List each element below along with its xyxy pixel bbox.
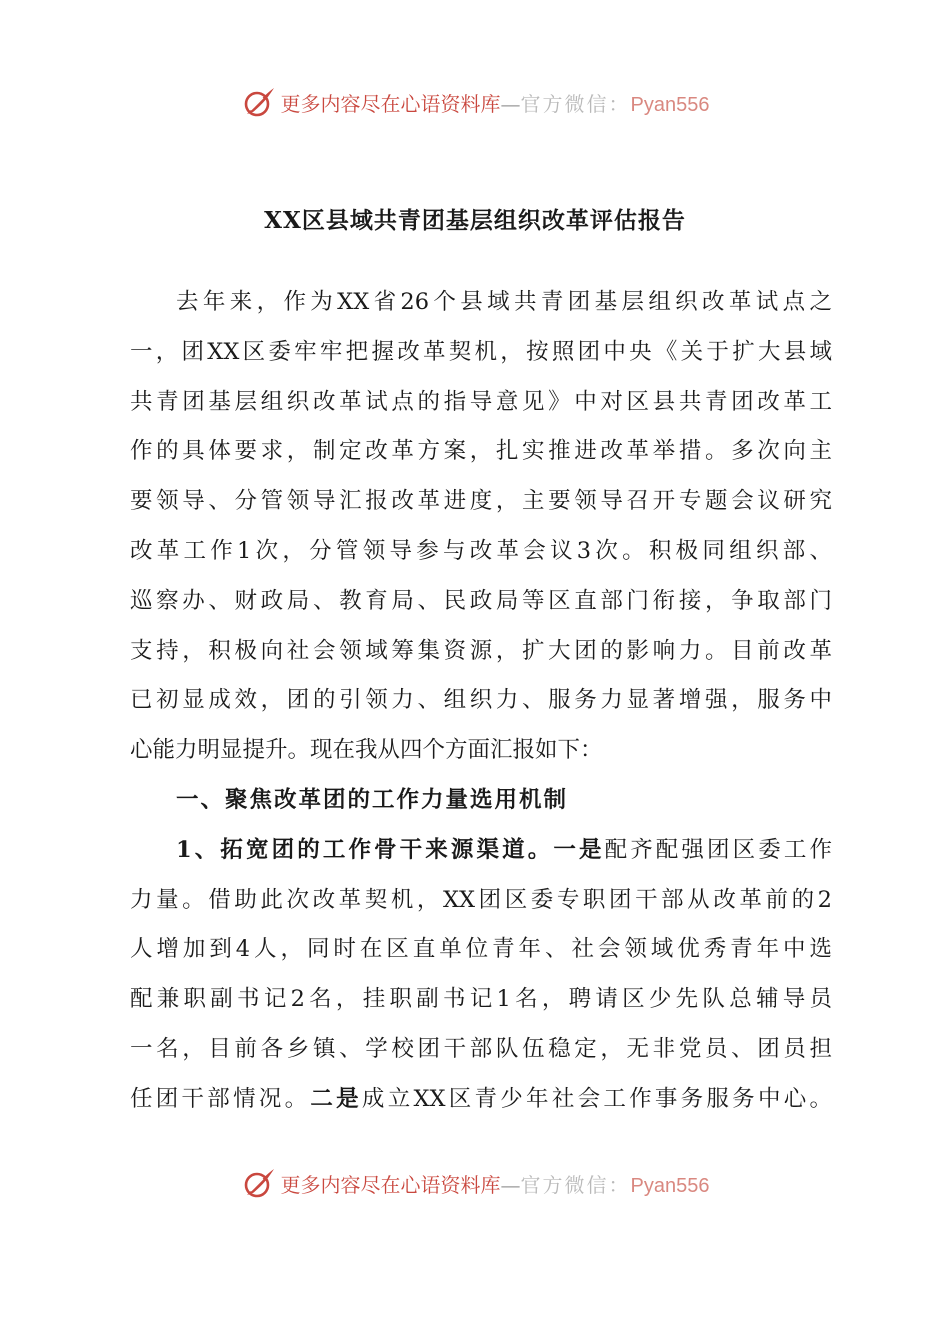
header-banner (0, 82, 950, 122)
document-title: XX区县域共青团基层组织改革评估报告 (264, 207, 686, 234)
text-line: 改革工作1次，分管领导参与改革会议3次。积极同组织部、 (130, 537, 832, 564)
text-line: 支持，积极向社会领域筹集资源，扩大团的影响力。目前改革 (130, 637, 832, 664)
intro-paragraph (130, 278, 832, 776)
quill-logo-icon (241, 84, 277, 120)
text-line: 一，团XX区委牢牢把握改革契机，按照团中央《关于扩大县域 (130, 338, 832, 365)
text-line: 巡察办、财政局、教育局、民政局等区直部门衔接，争取部门 (130, 587, 832, 614)
banner-text: 更多内容尽在心语资料库—官方微信：Pyan556 (280, 91, 710, 116)
text-line: 要领导、分管领导汇报改革进度，主要领导召开专题会议研究 (130, 488, 832, 515)
text-line: 力量。借助此次改革契机，XX团区委专职团干部从改革前的2 (130, 886, 832, 913)
point-marker: 二是 (310, 1085, 362, 1112)
text-line: 一名，目前各乡镇、学校团干部队伍稳定，无非党员、团员担 (130, 1035, 832, 1062)
text-line: 1、拓宽团的工作骨干来源渠道。一是配齐配强团区委工作 (176, 836, 832, 863)
banner-text: 更多内容尽在心语资料库—官方微信：Pyan556 (280, 1172, 710, 1197)
quill-logo-icon (241, 1165, 277, 1201)
text-line: 已初显成效，团的引领力、组织力、服务力显著增强，服务中 (130, 687, 832, 714)
text-line: 心能力明显提升。现在我从四个方面汇报如下： (130, 737, 603, 764)
text-line: 共青团基层组织改革试点的指导意见》中对区县共青团改革工 (130, 388, 832, 415)
text-line: 人增加到4人，同时在区直单位青年、社会领域优秀青年中选 (130, 936, 832, 963)
sub-heading: 1、拓宽团的工作骨干来源渠道。 (176, 836, 554, 863)
text-line: 作的具体要求，制定改革方案，扎实推进改革举措。多次向主 (130, 438, 832, 465)
footer-banner (0, 1163, 950, 1203)
section-heading: 一、聚焦改革团的工作力量选用机制 (176, 786, 569, 813)
point-marker: 一是 (553, 836, 605, 863)
text-line: 去年来，作为XX省26个县域共青团基层组织改革试点之 (176, 289, 832, 315)
text-line: 任团干部情况。二是成立XX区青少年社会工作事务服务中心。 (130, 1085, 832, 1112)
sub-section-paragraph (130, 826, 832, 1125)
text-line: 配兼职副书记2名，挂职副书记1名，聘请区少先队总辅导员 (130, 986, 832, 1013)
document-body (130, 278, 832, 1125)
